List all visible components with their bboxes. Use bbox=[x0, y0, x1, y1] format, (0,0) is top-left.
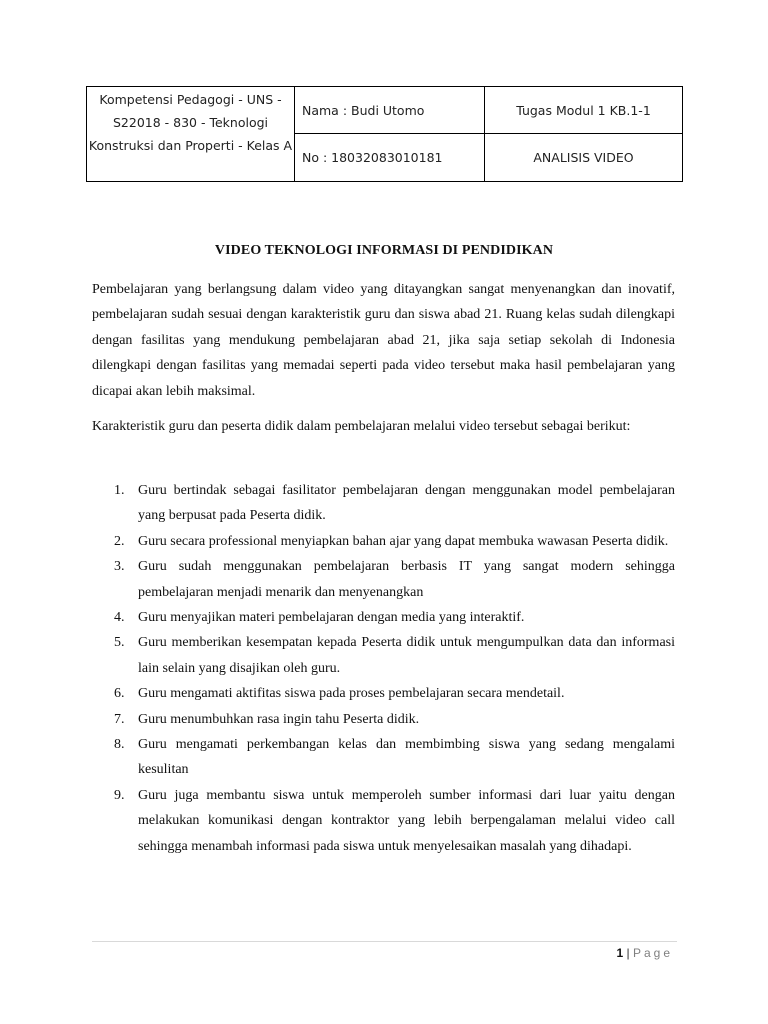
list-item-number: 7. bbox=[114, 711, 125, 727]
list-item-number: 2. bbox=[114, 533, 125, 549]
header-table bbox=[86, 86, 683, 182]
footer-divider bbox=[92, 941, 677, 942]
name-cell: Nama : Budi Utomo bbox=[295, 87, 485, 134]
list-item-text: Guru menyajikan materi pembelajaran dengan media yang interaktif. bbox=[138, 610, 525, 626]
list-item bbox=[92, 478, 675, 529]
list-item-text: Guru menumbuhkan rasa ingin tahu Peserta didik. bbox=[138, 711, 420, 727]
list-item bbox=[92, 605, 675, 630]
list-item-number: 3. bbox=[114, 559, 125, 575]
paragraph-intro: Pembelajaran yang berlangsung dalam video yang ditayangkan sangat menyenangkan dan inovatif, pembelajaran sudah sesuai dengan karakteristik guru dan siswa abad 21. Ruang kelas sudah dilengkapi dengan fasilitas yang mendukung pembelajaran abad 21, jika saja setiap sekolah di Indonesia dilengkapi dengan fasilitas yang memadai seperti pada video tersebut maka hasil pembelajaran yang dicapai akan lebih maksimal. bbox=[92, 282, 675, 399]
task-cell: Tugas Modul 1 KB.1-1 bbox=[485, 87, 682, 134]
characteristics-list bbox=[92, 478, 675, 859]
number-cell: No : 18032083010181 bbox=[295, 134, 485, 181]
list-item bbox=[92, 707, 675, 732]
list-item-number: 4. bbox=[114, 610, 125, 626]
list-item-text: Guru juga membantu siswa untuk memperoleh sumber informasi dari luar yaitu dengan melakukan komunikasi dengan kontraktor yang lebih berpengalaman melalui video call sehingga menambah informasi pada siswa untuk menyelesaikan masalah yang dihadapi. bbox=[138, 787, 675, 854]
document-title: VIDEO TEKNOLOGI INFORMASI DI PENDIDIKAN bbox=[214, 243, 554, 258]
list-item bbox=[92, 529, 675, 554]
list-item bbox=[92, 783, 675, 859]
list-item-number: 6. bbox=[114, 686, 125, 702]
list-item-text: Guru mengamati perkembangan kelas dan membimbing siswa yang sedang mengalami kesulitan bbox=[138, 737, 675, 778]
list-item bbox=[92, 554, 675, 605]
list-item-number: 5. bbox=[114, 635, 125, 651]
page-number: 1 bbox=[616, 946, 624, 960]
page-label: Page bbox=[632, 946, 673, 960]
list-item-text: Guru secara professional menyiapkan bahan ajar yang dapat membuka wawasan Peserta didik. bbox=[138, 533, 669, 549]
list-item-text: Guru sudah menggunakan pembelajaran berbasis IT yang sangat modern sehingga pembelajaran menjadi menarik dan menyenangkan bbox=[138, 559, 675, 600]
list-item-number: 9. bbox=[114, 787, 125, 803]
list-item-text: Guru mengamati aktifitas siswa pada proses pembelajaran secara mendetail. bbox=[138, 686, 565, 702]
paragraph-characteristics: Karakteristik guru dan peserta didik dalam pembelajaran melalui video tersebut sebagai berikut: bbox=[92, 419, 631, 434]
list-item bbox=[92, 732, 675, 783]
list-item-number: 8. bbox=[114, 737, 125, 753]
list-item bbox=[92, 630, 675, 681]
list-item-text: Guru memberikan kesempatan kepada Peserta didik untuk mengumpulkan data dan informasi lain selain yang disajikan oleh guru. bbox=[138, 635, 675, 676]
list-item-text: Guru bertindak sebagai fasilitator pembelajaran dengan menggunakan model pembelajaran yang berpusat pada Peserta didik. bbox=[138, 483, 675, 524]
analysis-cell: ANALISIS VIDEO bbox=[533, 150, 634, 165]
page-footer bbox=[616, 946, 673, 960]
list-item-number: 1. bbox=[114, 483, 125, 498]
list-item bbox=[92, 681, 675, 706]
footer-separator: | bbox=[626, 946, 630, 960]
competency-cell: Kompetensi Pedagogi - UNS - S22018 - 830 - Teknologi Konstruksi dan Properti - Kelas A bbox=[87, 87, 295, 181]
